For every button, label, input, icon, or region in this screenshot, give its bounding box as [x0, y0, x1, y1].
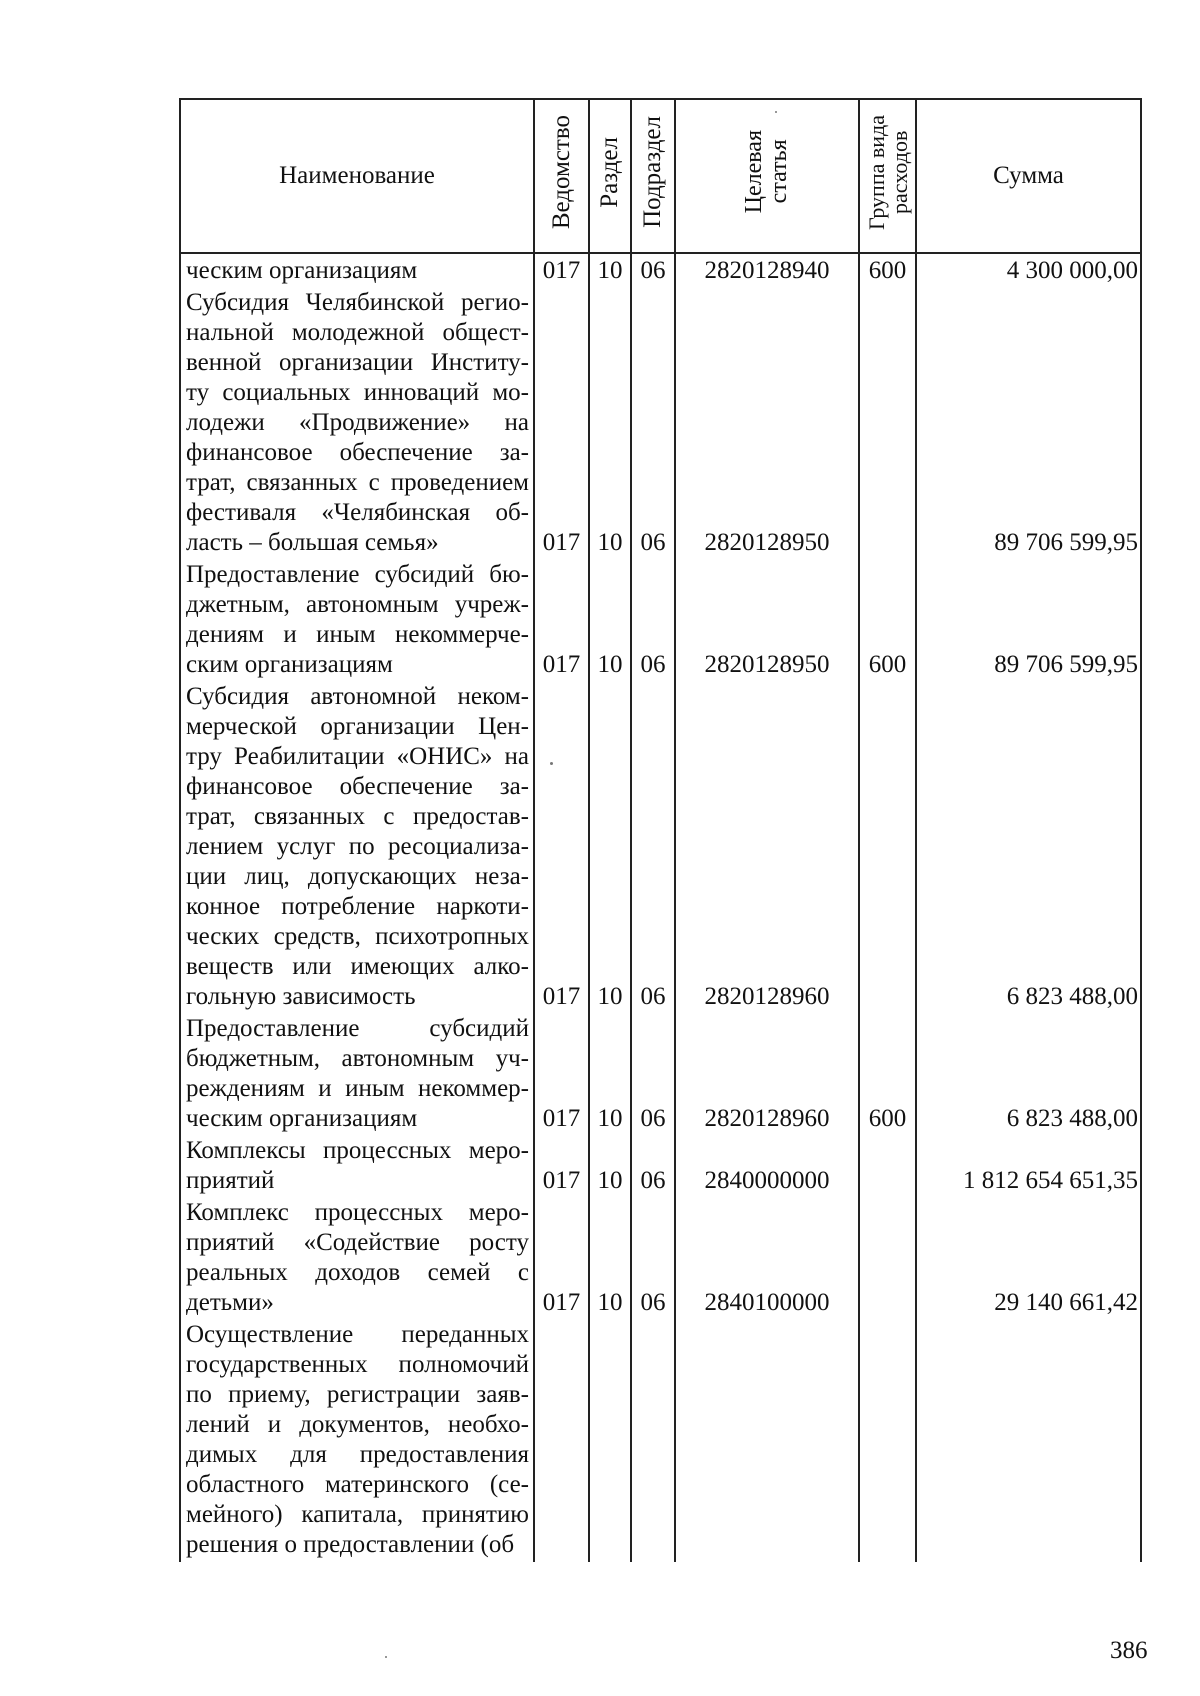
row-summa: 89 706 599,95: [916, 558, 1141, 680]
row-gruppa-rashodov: [859, 1318, 916, 1562]
row-name-line: димых для предоставления: [186, 1441, 529, 1468]
row-name-line: по приему, регистрации заяв-: [186, 1381, 529, 1408]
row-name-line: приятий «Содействие росту: [186, 1229, 529, 1256]
row-name: [180, 1196, 534, 1318]
row-name-line: финансовое обеспечение за-: [186, 439, 529, 466]
row-name-line: фестиваля «Челябинская об-: [186, 499, 529, 526]
row-vedomstvo: 017: [534, 253, 589, 286]
row-name-line: мерческой организации Цен-: [186, 713, 529, 740]
header-podrazdel: Подраздел: [631, 99, 675, 253]
row-name-line: ческим организациям: [186, 257, 418, 284]
row-name-line: веществ или имеющих алко-: [186, 953, 529, 980]
row-razdel: [589, 1318, 631, 1562]
row-gruppa-rashodov: 600: [859, 1012, 916, 1134]
row-name-line: ласть – большая семья»: [186, 529, 439, 556]
row-name-line: приятий: [186, 1167, 275, 1194]
row-vedomstvo: 017: [534, 1134, 589, 1196]
row-gruppa-rashodov: [859, 1134, 916, 1196]
row-name-line: ческим организациям: [186, 1105, 418, 1132]
table-header: [180, 99, 1141, 253]
row-name-line: решения о предоставлении (об: [186, 1531, 515, 1558]
row-celevaya-statya: 2840000000: [675, 1134, 859, 1196]
row-name: [180, 1012, 534, 1134]
row-vedomstvo: 017: [534, 1196, 589, 1318]
row-celevaya-statya: [675, 1318, 859, 1562]
row-name-line: бюджетным, автономным уч-: [186, 1045, 529, 1072]
table-row: [180, 1196, 1141, 1318]
row-name-line: финансовое обеспечение за-: [186, 773, 529, 800]
row-podrazdel: 06: [631, 1196, 675, 1318]
row-name-line: Субсидия Челябинской регио-: [186, 289, 529, 316]
row-summa: 4 300 000,00: [916, 253, 1141, 286]
row-summa: 89 706 599,95: [916, 286, 1141, 558]
row-name-line: детьми»: [186, 1289, 274, 1316]
row-name-line: лением услуг по ресоциализа-: [186, 833, 529, 860]
page-number: 386: [1110, 1637, 1148, 1664]
row-podrazdel: 06: [631, 558, 675, 680]
row-razdel: 10: [589, 1196, 631, 1318]
row-razdel: 10: [589, 1012, 631, 1134]
row-celevaya-statya: 2820128960: [675, 680, 859, 1012]
row-razdel: 10: [589, 286, 631, 558]
row-podrazdel: 06: [631, 1012, 675, 1134]
row-name-line: ским организациям: [186, 651, 393, 678]
row-razdel: 10: [589, 1134, 631, 1196]
table-row: [180, 1012, 1141, 1134]
row-name-line: Предоставление субсидий бю-: [186, 561, 529, 588]
row-summa: 1 812 654 651,35: [916, 1134, 1141, 1196]
row-podrazdel: [631, 1318, 675, 1562]
row-name-line: трат, связанных с предостав-: [186, 803, 529, 830]
row-gruppa-rashodov: 600: [859, 253, 916, 286]
row-name-line: реждениям и иным некоммер-: [186, 1075, 529, 1102]
row-vedomstvo: 017: [534, 680, 589, 1012]
row-name-line: конное потребление наркоти-: [186, 893, 529, 920]
header-celevaya-statya: Целевая статья: [675, 99, 859, 253]
header-vedomstvo: Ведомство: [534, 99, 589, 253]
row-name-line: Комплекс процессных меро-: [186, 1199, 529, 1226]
row-name-line: Субсидия автономной неком-: [186, 683, 529, 710]
row-name-line: ту социальных инноваций мо-: [186, 379, 529, 406]
row-name-line: областного материнского (се-: [186, 1471, 529, 1498]
row-vedomstvo: [534, 1318, 589, 1562]
table-row: [180, 286, 1141, 558]
row-name-line: Комплексы процессных меро-: [186, 1137, 529, 1164]
row-summa: [916, 1318, 1141, 1562]
row-name-line: лений и документов, необхо-: [186, 1411, 529, 1438]
row-name-line: лодежи «Продвижение» на: [186, 409, 529, 436]
table-row: [180, 680, 1141, 1012]
row-razdel: 10: [589, 253, 631, 286]
row-name-line: ции лиц, допускающих неза-: [186, 863, 529, 890]
row-name-line: нальной молодежной общест-: [186, 319, 529, 346]
row-podrazdel: 06: [631, 680, 675, 1012]
header-name: Наименование: [180, 99, 534, 253]
row-name-line: мейного) капитала, принятию: [186, 1501, 529, 1528]
row-razdel: 10: [589, 680, 631, 1012]
row-name: [180, 558, 534, 680]
row-celevaya-statya: 2840100000: [675, 1196, 859, 1318]
row-name: [180, 1318, 534, 1562]
row-vedomstvo: 017: [534, 1012, 589, 1134]
row-name-line: ческих средств, психотропных: [186, 923, 529, 950]
scan-speck: [550, 762, 553, 765]
row-summa: 6 823 488,00: [916, 1012, 1141, 1134]
row-name-line: гольную зависимость: [186, 983, 416, 1010]
row-summa: 29 140 661,42: [916, 1196, 1141, 1318]
row-name-line: Предоставление субсидий: [186, 1015, 529, 1042]
budget-table: [179, 98, 1142, 1562]
row-gruppa-rashodov: [859, 680, 916, 1012]
table-row: [180, 1134, 1141, 1196]
row-name: [180, 253, 534, 286]
table-row: [180, 1318, 1141, 1562]
row-name-line: венной организации Институ-: [186, 349, 529, 376]
table-body: [180, 253, 1141, 1562]
row-podrazdel: 06: [631, 253, 675, 286]
row-vedomstvo: 017: [534, 558, 589, 680]
row-celevaya-statya: 2820128940: [675, 253, 859, 286]
row-name: [180, 1134, 534, 1196]
row-gruppa-rashodov: [859, 1196, 916, 1318]
row-name-line: государственных полномочий: [186, 1351, 529, 1378]
header-gruppa-vida-rashodov: Группа вида расходов: [859, 99, 916, 253]
row-celevaya-statya: 2820128950: [675, 286, 859, 558]
table-row: [180, 253, 1141, 286]
scan-speck: [385, 1656, 387, 1658]
row-name-line: тру Реабилитации «ОНИС» на: [186, 743, 529, 770]
row-name-line: реальных доходов семей с: [186, 1259, 529, 1286]
header-razdel: Раздел: [589, 99, 631, 253]
row-name: [180, 680, 534, 1012]
table-row: [180, 558, 1141, 680]
row-celevaya-statya: 2820128960: [675, 1012, 859, 1134]
row-name-line: трат, связанных с проведением: [186, 469, 529, 496]
row-name: [180, 286, 534, 558]
row-podrazdel: 06: [631, 1134, 675, 1196]
scan-speck: [775, 111, 777, 113]
row-name-line: Осуществление переданных: [186, 1321, 529, 1348]
row-summa: 6 823 488,00: [916, 680, 1141, 1012]
row-razdel: 10: [589, 558, 631, 680]
row-name-line: дениям и иным некоммерче-: [186, 621, 529, 648]
row-celevaya-statya: 2820128950: [675, 558, 859, 680]
row-gruppa-rashodov: 600: [859, 558, 916, 680]
row-podrazdel: 06: [631, 286, 675, 558]
row-gruppa-rashodov: [859, 286, 916, 558]
row-vedomstvo: 017: [534, 286, 589, 558]
row-name-line: джетным, автономным учреж-: [186, 591, 529, 618]
header-summa: Сумма: [916, 99, 1141, 253]
